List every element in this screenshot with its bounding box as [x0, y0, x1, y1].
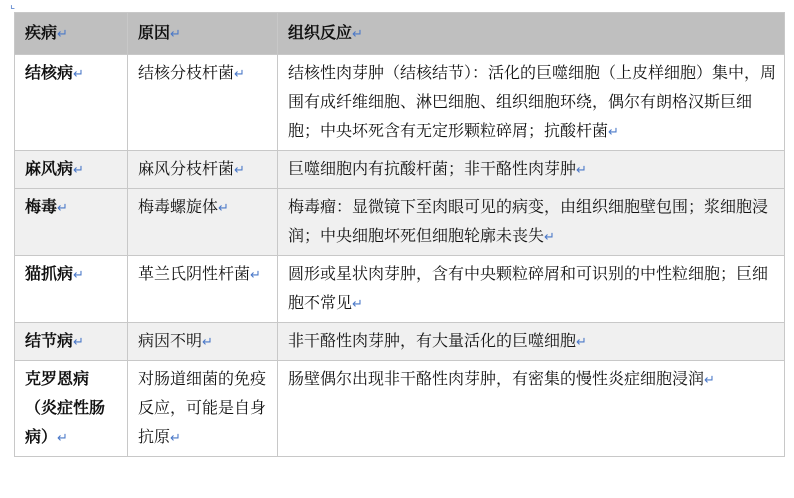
- table-row: [15, 55, 785, 151]
- table-row: [15, 189, 785, 256]
- response-cell: 结核性肉芽肿（结核结节）：活化的巨噬细胞（上皮样细胞）集中，周围有成纤维细胞、淋巴细胞、组织细胞环绕，偶尔有朗格汉斯巨细胞；中央坏死含有无定形颗粒碎屑；抗酸杆菌↵: [278, 55, 785, 151]
- cause-cell: 病因不明↵: [128, 323, 278, 361]
- cell-end-mark: ↵: [234, 67, 245, 82]
- cell-end-mark: ↵: [73, 335, 84, 350]
- cause-cell: 革兰氏阴性杆菌↵: [128, 256, 278, 323]
- cell-end-mark: ↵: [170, 27, 181, 42]
- response-cell: 非干酪性肉芽肿，有大量活化的巨噬细胞↵: [278, 323, 785, 361]
- cell-end-mark: ↵: [576, 335, 587, 350]
- header-response: 组织反应↵: [278, 13, 785, 55]
- cell-end-mark: ↵: [57, 27, 68, 42]
- header-disease: 疾病↵: [15, 13, 128, 55]
- cell-end-mark: ↵: [544, 230, 555, 245]
- disease-cell: 猫抓病↵: [15, 256, 128, 323]
- cell-end-mark: ↵: [57, 201, 68, 216]
- response-cell: 圆形或星状肉芽肿，含有中央颗粒碎屑和可识别的中性粒细胞；巨细胞不常见↵: [278, 256, 785, 323]
- disease-cell: 麻风病↵: [15, 151, 128, 189]
- cause-cell: 对肠道细菌的免疫反应，可能是自身抗原↵: [128, 361, 278, 457]
- cell-end-mark: ↵: [352, 297, 363, 312]
- response-cell: 巨噬细胞内有抗酸杆菌；非干酪性肉芽肿↵: [278, 151, 785, 189]
- cell-end-mark: ↵: [73, 67, 84, 82]
- granuloma-table: [14, 12, 785, 457]
- disease-cell: 克罗恩病（炎症性肠病）↵: [15, 361, 128, 457]
- cell-end-mark: ↵: [202, 335, 213, 350]
- header-cause: 原因↵: [128, 13, 278, 55]
- response-cell: 肠壁偶尔出现非干酪性肉芽肿，有密集的慢性炎症细胞浸润↵: [278, 361, 785, 457]
- disease-cell: 结核病↵: [15, 55, 128, 151]
- cell-end-mark: ↵: [57, 431, 68, 446]
- table-row: [15, 151, 785, 189]
- response-cell: 梅毒瘤：显微镜下至肉眼可见的病变，由组织细胞壁包围；浆细胞浸润；中央细胞坏死但细胞轮廓未丧失↵: [278, 189, 785, 256]
- cell-end-mark: ↵: [73, 163, 84, 178]
- cell-end-mark: ↵: [73, 268, 84, 283]
- disease-cell: 梅毒↵: [15, 189, 128, 256]
- cell-end-mark: ↵: [170, 431, 181, 446]
- cell-end-mark: ↵: [608, 125, 619, 140]
- cause-cell: 麻风分枝杆菌↵: [128, 151, 278, 189]
- cause-cell: 梅毒螺旋体↵: [128, 189, 278, 256]
- table-row: [15, 323, 785, 361]
- disease-cell: 结节病↵: [15, 323, 128, 361]
- table-header-row: [15, 13, 785, 55]
- table-row: [15, 361, 785, 457]
- cell-end-mark: ↵: [218, 201, 229, 216]
- cell-end-mark: ↵: [250, 268, 261, 283]
- cell-end-mark: ↵: [234, 163, 245, 178]
- corner-mark: ⌞: [10, 0, 16, 11]
- cell-end-mark: ↵: [352, 27, 363, 42]
- cause-cell: 结核分枝杆菌↵: [128, 55, 278, 151]
- cell-end-mark: ↵: [576, 163, 587, 178]
- cell-end-mark: ↵: [704, 373, 715, 388]
- table-row: [15, 256, 785, 323]
